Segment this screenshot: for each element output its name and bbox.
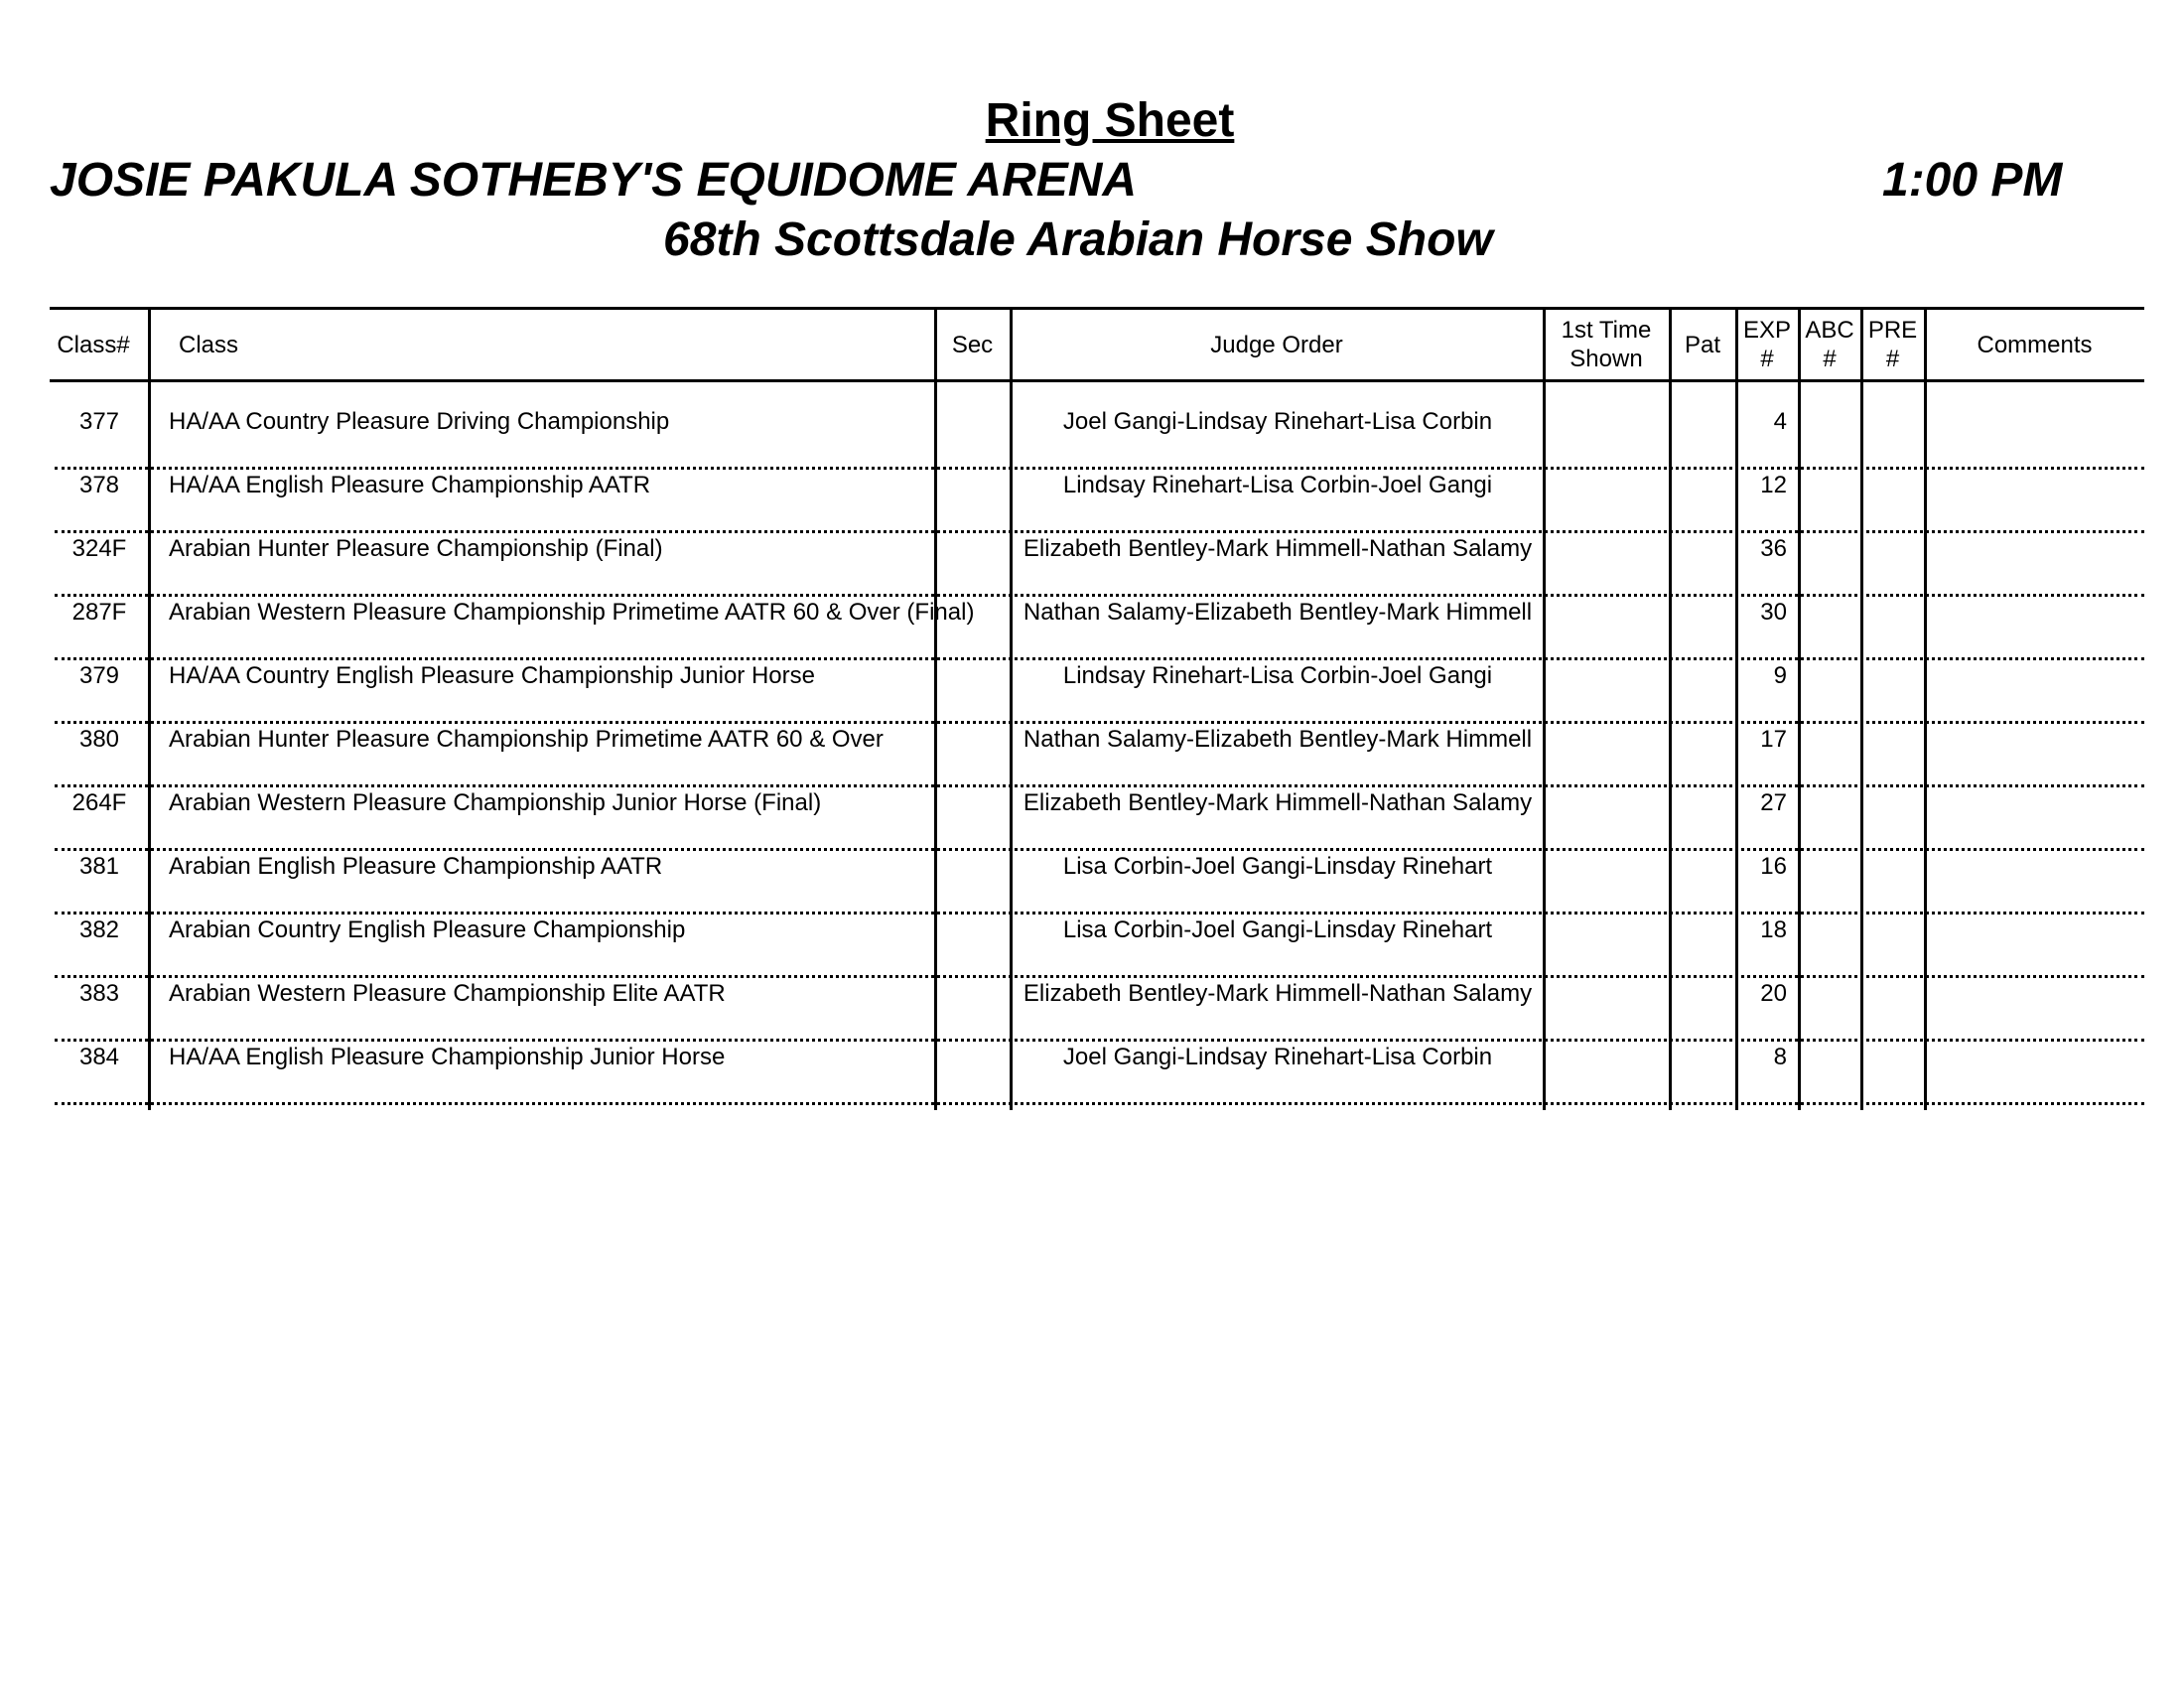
judge-order: Lindsay Rinehart-Lisa Corbin-Joel Gangi (1062, 662, 1493, 689)
show-name: 68th Scottsdale Arabian Horse Show (663, 213, 1493, 266)
class-number: 382 (78, 916, 120, 943)
table-row (0, 849, 2184, 913)
header-comments: Comments (1977, 331, 2093, 358)
exp-count: 8 (1773, 1044, 1787, 1070)
header-abc: ABC # (1805, 317, 1854, 372)
arena-name: JOSIE PAKULA SOTHEBY'S EQUIDOME ARENA (50, 154, 1138, 207)
class-number: 379 (78, 662, 120, 689)
class-number: 264F (71, 789, 127, 816)
header-pre: PRE # (1867, 317, 1918, 372)
judge-order: Joel Gangi-Lindsay Rinehart-Lisa Corbin (1062, 1044, 1493, 1070)
judge-order: Elizabeth Bentley-Mark Himmell-Nathan Salamy (1023, 535, 1533, 562)
exp-count: 4 (1773, 408, 1787, 435)
class-name: HA/AA Country English Pleasure Championship Junior Horse (169, 662, 815, 689)
exp-count: 20 (1760, 980, 1787, 1007)
class-name: HA/AA English Pleasure Championship AATR (169, 472, 651, 498)
judge-order: Elizabeth Bentley-Mark Himmell-Nathan Salamy (1023, 980, 1533, 1007)
class-number: 377 (78, 408, 120, 435)
class-name: Arabian Hunter Pleasure Championship (Final) (169, 535, 663, 562)
header-sec: Sec (951, 331, 994, 358)
judge-order: Joel Gangi-Lindsay Rinehart-Lisa Corbin (1062, 408, 1493, 435)
judge-order: Lisa Corbin-Joel Gangi-Linsday Rinehart (1062, 853, 1493, 880)
table-row (0, 404, 2184, 468)
header-first-time-shown: 1st Time Shown (1561, 317, 1652, 372)
table-row (0, 785, 2184, 849)
class-number: 378 (78, 472, 120, 498)
exp-count: 27 (1760, 789, 1787, 816)
exp-count: 30 (1760, 599, 1787, 626)
start-time: 1:00 PM (1882, 154, 2063, 207)
class-name: Arabian Western Pleasure Championship Junior Horse (Final) (169, 789, 822, 816)
class-number: 380 (78, 726, 120, 753)
class-number: 381 (78, 853, 120, 880)
exp-count: 18 (1760, 916, 1787, 943)
class-name: HA/AA English Pleasure Championship Junior Horse (169, 1044, 726, 1070)
class-number: 383 (78, 980, 120, 1007)
judge-order: Nathan Salamy-Elizabeth Bentley-Mark Himmell (1023, 726, 1533, 753)
exp-count: 17 (1760, 726, 1787, 753)
judge-order: Nathan Salamy-Elizabeth Bentley-Mark Himmell (1023, 599, 1533, 626)
table-row (0, 595, 2184, 658)
header-judge-order: Judge Order (1210, 331, 1343, 358)
exp-count: 16 (1760, 853, 1787, 880)
table-row (0, 468, 2184, 531)
row-divider (55, 1102, 2144, 1105)
page-title-text: Ring Sheet (985, 94, 1235, 147)
exp-count: 12 (1760, 472, 1787, 498)
judge-order: Lisa Corbin-Joel Gangi-Linsday Rinehart (1062, 916, 1493, 943)
class-name: Arabian Western Pleasure Championship Elite AATR (169, 980, 726, 1007)
class-name: HA/AA Country Pleasure Driving Championship (169, 408, 670, 435)
judge-order: Lindsay Rinehart-Lisa Corbin-Joel Gangi (1062, 472, 1493, 498)
table-row (0, 658, 2184, 722)
header-class-number: Class# (57, 331, 130, 358)
table-row (0, 913, 2184, 976)
class-number: 384 (78, 1044, 120, 1070)
table-row (0, 722, 2184, 785)
header-exp: EXP # (1742, 317, 1792, 372)
page-title (0, 94, 2184, 147)
class-number: 324F (71, 535, 127, 562)
table-row (0, 1040, 2184, 1103)
judge-order: Elizabeth Bentley-Mark Himmell-Nathan Salamy (1023, 789, 1533, 816)
header-pat: Pat (1684, 331, 1721, 358)
class-name: Arabian Country English Pleasure Championship (169, 916, 686, 943)
table-row (0, 531, 2184, 595)
class-name: Arabian English Pleasure Championship AATR (169, 853, 663, 880)
exp-count: 36 (1760, 535, 1787, 562)
header-class: Class (179, 331, 239, 358)
class-name: Arabian Western Pleasure Championship Primetime AATR 60 & Over (Final) (169, 599, 975, 626)
table-header-rule (50, 379, 2144, 382)
class-name: Arabian Hunter Pleasure Championship Primetime AATR 60 & Over (169, 726, 884, 753)
table-row (0, 976, 2184, 1040)
class-number: 287F (71, 599, 127, 626)
exp-count: 9 (1773, 662, 1787, 689)
